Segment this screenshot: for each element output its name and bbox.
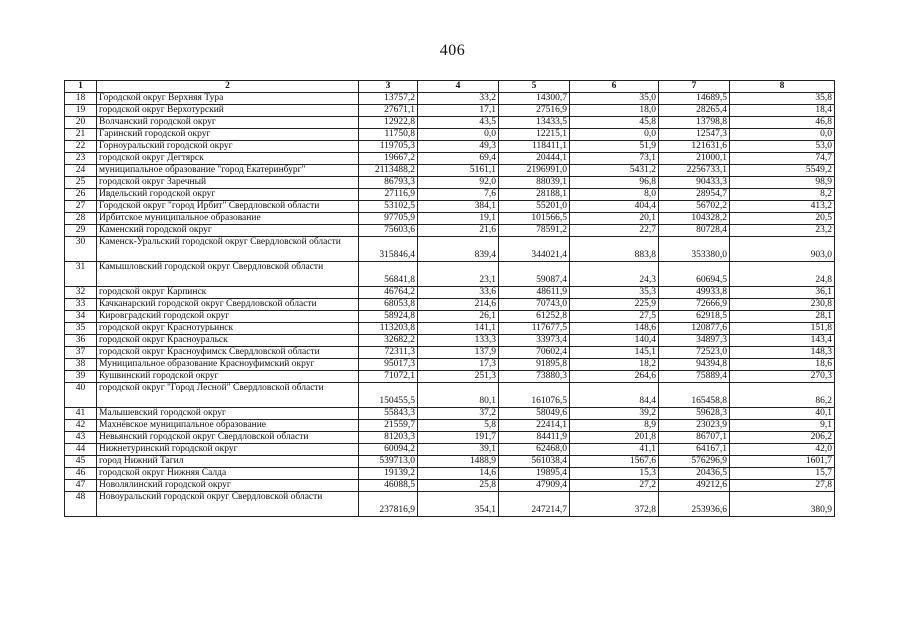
value-cell-col7: 28954,7 [659, 189, 730, 201]
value-cell-col3: 58924,8 [359, 311, 418, 323]
value-cell-col8: 24,8 [730, 262, 835, 287]
column-header: 4 [418, 81, 499, 93]
municipality-name-cell: Нижнетуринский городской округ [97, 444, 359, 456]
data-table [64, 80, 835, 517]
value-cell-col7: 72666,9 [659, 299, 730, 311]
value-cell-col6: 1567,6 [570, 456, 659, 468]
value-cell-col4: 384,1 [418, 201, 499, 213]
table-row [65, 371, 835, 383]
municipality-name-cell: городской округ Верхотурский [97, 105, 359, 117]
value-cell-col3: 2113488,2 [359, 165, 418, 177]
value-cell-col3: 12922,8 [359, 117, 418, 129]
value-cell-col6: 96,8 [570, 177, 659, 189]
row-number-cell: 45 [65, 456, 97, 468]
municipality-name-cell: Горноуральский городской округ [97, 141, 359, 153]
value-cell-col8: 53,0 [730, 141, 835, 153]
row-number-cell: 43 [65, 432, 97, 444]
value-cell-col8: 86,2 [730, 383, 835, 408]
value-cell-col5: 20444,1 [499, 153, 570, 165]
value-cell-col6: 18,2 [570, 359, 659, 371]
municipality-name-cell: городской округ Красноуральск [97, 335, 359, 347]
value-cell-col6: 84,4 [570, 383, 659, 408]
value-cell-col7: 72523,0 [659, 347, 730, 359]
table-row [65, 323, 835, 335]
value-cell-col8: 9,1 [730, 420, 835, 432]
value-cell-col5: 117677,5 [499, 323, 570, 335]
column-header: 7 [659, 81, 730, 93]
value-cell-col6: 225,9 [570, 299, 659, 311]
value-cell-col6: 35,3 [570, 287, 659, 299]
value-cell-col8: 8,2 [730, 189, 835, 201]
value-cell-col4: 80,1 [418, 383, 499, 408]
row-number-cell: 36 [65, 335, 97, 347]
value-cell-col6: 24,3 [570, 262, 659, 287]
value-cell-col3: 81203,3 [359, 432, 418, 444]
municipality-name-cell: Гаринский городской округ [97, 129, 359, 141]
value-cell-col5: 27516,9 [499, 105, 570, 117]
value-cell-col6: 148,6 [570, 323, 659, 335]
value-cell-col5: 88039,1 [499, 177, 570, 189]
value-cell-col4: 17,3 [418, 359, 499, 371]
value-cell-col4: 23,1 [418, 262, 499, 287]
value-cell-col3: 46764,2 [359, 287, 418, 299]
value-cell-col8: 380,9 [730, 492, 835, 517]
row-number-cell: 22 [65, 141, 97, 153]
row-number-cell: 35 [65, 323, 97, 335]
value-cell-col6: 0,0 [570, 129, 659, 141]
value-cell-col8: 27,8 [730, 480, 835, 492]
value-cell-col7: 60694,5 [659, 262, 730, 287]
value-cell-col4: 214,6 [418, 299, 499, 311]
value-cell-col7: 12547,3 [659, 129, 730, 141]
table-row [65, 105, 835, 117]
row-number-cell: 18 [65, 93, 97, 105]
table-row [65, 237, 835, 262]
value-cell-col7: 59628,3 [659, 408, 730, 420]
value-cell-col3: 56841,8 [359, 262, 418, 287]
value-cell-col7: 49212,6 [659, 480, 730, 492]
municipality-name-cell: городской округ Карпинск [97, 287, 359, 299]
table-row [65, 213, 835, 225]
table-row [65, 408, 835, 420]
value-cell-col4: 69,4 [418, 153, 499, 165]
value-cell-col5: 33973,4 [499, 335, 570, 347]
value-cell-col7: 86707,1 [659, 432, 730, 444]
value-cell-col6: 883,8 [570, 237, 659, 262]
column-header: 1 [65, 81, 97, 93]
table-row [65, 420, 835, 432]
value-cell-col4: 251,3 [418, 371, 499, 383]
row-number-cell: 32 [65, 287, 97, 299]
table-row [65, 153, 835, 165]
table-body [65, 81, 835, 517]
value-cell-col6: 145,1 [570, 347, 659, 359]
value-cell-col8: 20,5 [730, 213, 835, 225]
value-cell-col4: 21,6 [418, 225, 499, 237]
value-cell-col3: 19139,2 [359, 468, 418, 480]
value-cell-col4: 92,0 [418, 177, 499, 189]
table-row [65, 456, 835, 468]
value-cell-col8: 46,8 [730, 117, 835, 129]
value-cell-col5: 118411,1 [499, 141, 570, 153]
row-number-cell: 31 [65, 262, 97, 287]
municipality-name-cell: городской округ Красноуфимск Свердловской области [97, 347, 359, 359]
value-cell-col3: 55843,3 [359, 408, 418, 420]
row-number-cell: 27 [65, 201, 97, 213]
value-cell-col4: 14,6 [418, 468, 499, 480]
value-cell-col3: 75603,6 [359, 225, 418, 237]
table-row [65, 225, 835, 237]
row-number-cell: 21 [65, 129, 97, 141]
municipality-name-cell: Малышевский городской округ [97, 408, 359, 420]
value-cell-col7: 2256733,1 [659, 165, 730, 177]
value-cell-col6: 8,0 [570, 189, 659, 201]
value-cell-col3: 32682,2 [359, 335, 418, 347]
value-cell-col7: 28265,4 [659, 105, 730, 117]
municipality-name-cell: городской округ Краснотурьинск [97, 323, 359, 335]
table-row [65, 311, 835, 323]
value-cell-col6: 27,5 [570, 311, 659, 323]
value-cell-col7: 576296,9 [659, 456, 730, 468]
value-cell-col4: 191,7 [418, 432, 499, 444]
value-cell-col8: 18,6 [730, 359, 835, 371]
value-cell-col4: 5161,1 [418, 165, 499, 177]
table-row [65, 165, 835, 177]
value-cell-col4: 49,3 [418, 141, 499, 153]
value-cell-col7: 80728,4 [659, 225, 730, 237]
row-number-cell: 44 [65, 444, 97, 456]
row-number-cell: 48 [65, 492, 97, 517]
row-number-cell: 42 [65, 420, 97, 432]
value-cell-col8: 413,2 [730, 201, 835, 213]
table-row [65, 468, 835, 480]
municipality-name-cell: Камышловский городской округ Свердловской области [97, 262, 359, 287]
value-cell-col3: 119705,3 [359, 141, 418, 153]
value-cell-col8: 270,3 [730, 371, 835, 383]
column-header: 2 [97, 81, 359, 93]
value-cell-col4: 1488,9 [418, 456, 499, 468]
value-cell-col7: 34897,3 [659, 335, 730, 347]
value-cell-col6: 51,9 [570, 141, 659, 153]
value-cell-col5: 91895,8 [499, 359, 570, 371]
value-cell-col8: 74,7 [730, 153, 835, 165]
value-cell-col8: 35,8 [730, 93, 835, 105]
value-cell-col5: 47909,4 [499, 480, 570, 492]
row-number-cell: 37 [65, 347, 97, 359]
value-cell-col5: 58049,6 [499, 408, 570, 420]
municipality-name-cell: Ирбитское муниципальное образование [97, 213, 359, 225]
value-cell-col8: 1601,7 [730, 456, 835, 468]
value-cell-col4: 33,6 [418, 287, 499, 299]
value-cell-col4: 839,4 [418, 237, 499, 262]
municipality-name-cell: городской округ "Город Лесной" Свердловской области [97, 383, 359, 408]
value-cell-col4: 137,9 [418, 347, 499, 359]
value-cell-col5: 62468,0 [499, 444, 570, 456]
value-cell-col7: 20436,5 [659, 468, 730, 480]
value-cell-col7: 90433,3 [659, 177, 730, 189]
table-row [65, 492, 835, 517]
value-cell-col7: 120877,6 [659, 323, 730, 335]
value-cell-col5: 73880,3 [499, 371, 570, 383]
value-cell-col3: 71072,1 [359, 371, 418, 383]
row-number-cell: 25 [65, 177, 97, 189]
table-row [65, 383, 835, 408]
value-cell-col5: 161076,5 [499, 383, 570, 408]
value-cell-col4: 5,8 [418, 420, 499, 432]
value-cell-col8: 18,4 [730, 105, 835, 117]
table-row [65, 287, 835, 299]
value-cell-col8: 143,4 [730, 335, 835, 347]
value-cell-col4: 354,1 [418, 492, 499, 517]
value-cell-col3: 97705,9 [359, 213, 418, 225]
value-cell-col4: 19,1 [418, 213, 499, 225]
value-cell-col3: 53102,5 [359, 201, 418, 213]
value-cell-col7: 23023,9 [659, 420, 730, 432]
value-cell-col6: 404,4 [570, 201, 659, 213]
value-cell-col6: 8,9 [570, 420, 659, 432]
value-cell-col5: 247214,7 [499, 492, 570, 517]
value-cell-col4: 141,1 [418, 323, 499, 335]
value-cell-col6: 41,1 [570, 444, 659, 456]
value-cell-col5: 78591,2 [499, 225, 570, 237]
municipality-name-cell: Качканарский городской округ Свердловской области [97, 299, 359, 311]
value-cell-col3: 46088,5 [359, 480, 418, 492]
value-cell-col6: 35,0 [570, 93, 659, 105]
row-number-cell: 24 [65, 165, 97, 177]
value-cell-col3: 315846,4 [359, 237, 418, 262]
value-cell-col4: 43,5 [418, 117, 499, 129]
table-row [65, 444, 835, 456]
row-number-cell: 33 [65, 299, 97, 311]
value-cell-col5: 2196991,0 [499, 165, 570, 177]
value-cell-col8: 0,0 [730, 129, 835, 141]
value-cell-col4: 37,2 [418, 408, 499, 420]
value-cell-col4: 0,0 [418, 129, 499, 141]
row-number-cell: 40 [65, 383, 97, 408]
value-cell-col6: 45,8 [570, 117, 659, 129]
value-cell-col3: 11750,8 [359, 129, 418, 141]
municipality-name-cell: Кировградский городской округ [97, 311, 359, 323]
value-cell-col3: 539713,0 [359, 456, 418, 468]
value-cell-col4: 7,6 [418, 189, 499, 201]
column-header: 8 [730, 81, 835, 93]
value-cell-col7: 94394,8 [659, 359, 730, 371]
municipality-name-cell: Кушвинский городской округ [97, 371, 359, 383]
value-cell-col3: 68053,8 [359, 299, 418, 311]
value-cell-col5: 55201,0 [499, 201, 570, 213]
value-cell-col5: 48611,9 [499, 287, 570, 299]
column-header: 5 [499, 81, 570, 93]
value-cell-col8: 151,8 [730, 323, 835, 335]
value-cell-col6: 264,6 [570, 371, 659, 383]
row-number-cell: 20 [65, 117, 97, 129]
row-number-cell: 29 [65, 225, 97, 237]
value-cell-col5: 28188,1 [499, 189, 570, 201]
table-row [65, 335, 835, 347]
table-row [65, 93, 835, 105]
value-cell-col7: 253936,6 [659, 492, 730, 517]
value-cell-col3: 27116,9 [359, 189, 418, 201]
municipality-name-cell: Городской округ Верхняя Тура [97, 93, 359, 105]
value-cell-col3: 72311,3 [359, 347, 418, 359]
value-cell-col7: 353380,0 [659, 237, 730, 262]
value-cell-col8: 36,1 [730, 287, 835, 299]
value-cell-col6: 5431,2 [570, 165, 659, 177]
value-cell-col6: 201,8 [570, 432, 659, 444]
value-cell-col7: 64167,1 [659, 444, 730, 456]
value-cell-col8: 148,3 [730, 347, 835, 359]
value-cell-col7: 49933,8 [659, 287, 730, 299]
value-cell-col4: 17,1 [418, 105, 499, 117]
value-cell-col8: 40,1 [730, 408, 835, 420]
value-cell-col3: 95017,3 [359, 359, 418, 371]
value-cell-col7: 14689,5 [659, 93, 730, 105]
value-cell-col4: 33,2 [418, 93, 499, 105]
municipality-name-cell: Махнёвское муниципальное образование [97, 420, 359, 432]
value-cell-col3: 27671,1 [359, 105, 418, 117]
row-number-cell: 19 [65, 105, 97, 117]
municipality-name-cell: Невьянский городской округ Свердловской области [97, 432, 359, 444]
row-number-cell: 34 [65, 311, 97, 323]
value-cell-col7: 13798,8 [659, 117, 730, 129]
value-cell-col5: 70743,0 [499, 299, 570, 311]
value-cell-col5: 22414,1 [499, 420, 570, 432]
value-cell-col7: 62918,5 [659, 311, 730, 323]
value-cell-col5: 59087,4 [499, 262, 570, 287]
row-number-cell: 23 [65, 153, 97, 165]
value-cell-col6: 27,2 [570, 480, 659, 492]
table-row [65, 480, 835, 492]
table-row [65, 117, 835, 129]
row-number-cell: 41 [65, 408, 97, 420]
value-cell-col5: 84411,9 [499, 432, 570, 444]
row-number-cell: 26 [65, 189, 97, 201]
value-cell-col8: 23,2 [730, 225, 835, 237]
row-number-cell: 28 [65, 213, 97, 225]
value-cell-col3: 150455,5 [359, 383, 418, 408]
value-cell-col6: 73,1 [570, 153, 659, 165]
page-number: 406 [439, 42, 466, 59]
value-cell-col3: 86793,3 [359, 177, 418, 189]
value-cell-col8: 230,8 [730, 299, 835, 311]
municipality-name-cell: Волчанский городской округ [97, 117, 359, 129]
table-row [65, 189, 835, 201]
value-cell-col5: 561038,4 [499, 456, 570, 468]
row-number-cell: 46 [65, 468, 97, 480]
value-cell-col5: 14300,7 [499, 93, 570, 105]
municipality-name-cell: городской округ Заречный [97, 177, 359, 189]
table-row [65, 129, 835, 141]
value-cell-col5: 101566,5 [499, 213, 570, 225]
column-header: 6 [570, 81, 659, 93]
value-cell-col4: 39,1 [418, 444, 499, 456]
value-cell-col4: 25,8 [418, 480, 499, 492]
value-cell-col6: 15,3 [570, 468, 659, 480]
value-cell-col6: 20,1 [570, 213, 659, 225]
row-number-cell: 47 [65, 480, 97, 492]
value-cell-col3: 113203,8 [359, 323, 418, 335]
table-row [65, 177, 835, 189]
row-number-cell: 38 [65, 359, 97, 371]
value-cell-col4: 26,1 [418, 311, 499, 323]
municipality-name-cell: Муниципальное образование Красноуфимский округ [97, 359, 359, 371]
table-row [65, 141, 835, 153]
value-cell-col5: 13433,5 [499, 117, 570, 129]
value-cell-col3: 19667,2 [359, 153, 418, 165]
municipality-name-cell: городской округ Дегтярск [97, 153, 359, 165]
value-cell-col3: 60094,2 [359, 444, 418, 456]
value-cell-col8: 28,1 [730, 311, 835, 323]
column-header: 3 [359, 81, 418, 93]
value-cell-col6: 22,7 [570, 225, 659, 237]
value-cell-col5: 12215,1 [499, 129, 570, 141]
table-row [65, 299, 835, 311]
municipality-name-cell: Новолялинский городской округ [97, 480, 359, 492]
value-cell-col7: 104328,2 [659, 213, 730, 225]
value-cell-col7: 121631,6 [659, 141, 730, 153]
table-row [65, 347, 835, 359]
municipality-name-cell: городской округ Нижняя Салда [97, 468, 359, 480]
table-row [65, 359, 835, 371]
table-row [65, 432, 835, 444]
value-cell-col3: 237816,9 [359, 492, 418, 517]
value-cell-col5: 61252,8 [499, 311, 570, 323]
value-cell-col7: 21000,1 [659, 153, 730, 165]
municipality-name-cell: город Нижний Тагил [97, 456, 359, 468]
value-cell-col8: 42,0 [730, 444, 835, 456]
value-cell-col5: 70602,4 [499, 347, 570, 359]
value-cell-col6: 39,2 [570, 408, 659, 420]
row-number-cell: 30 [65, 237, 97, 262]
value-cell-col6: 140,4 [570, 335, 659, 347]
municipality-name-cell: Ивдельский городской округ [97, 189, 359, 201]
value-cell-col6: 18,0 [570, 105, 659, 117]
value-cell-col7: 75889,4 [659, 371, 730, 383]
value-cell-col4: 133,3 [418, 335, 499, 347]
municipality-name-cell: Каменский городской округ [97, 225, 359, 237]
municipality-name-cell: Новоуральский городской округ Свердловской области [97, 492, 359, 517]
value-cell-col8: 903,0 [730, 237, 835, 262]
municipality-name-cell: муниципальное образование "город Екатеринбург" [97, 165, 359, 177]
value-cell-col8: 5549,2 [730, 165, 835, 177]
value-cell-col7: 56702,2 [659, 201, 730, 213]
value-cell-col6: 372,8 [570, 492, 659, 517]
value-cell-col8: 206,2 [730, 432, 835, 444]
table-row [65, 201, 835, 213]
value-cell-col5: 19895,4 [499, 468, 570, 480]
row-number-cell: 39 [65, 371, 97, 383]
value-cell-col5: 344021,4 [499, 237, 570, 262]
value-cell-col8: 98,9 [730, 177, 835, 189]
value-cell-col7: 165458,8 [659, 383, 730, 408]
municipality-name-cell: Каменск-Уральский городской округ Свердловской области [97, 237, 359, 262]
value-cell-col3: 13757,2 [359, 93, 418, 105]
table-row [65, 262, 835, 287]
table-header-row [65, 81, 835, 93]
value-cell-col8: 15,7 [730, 468, 835, 480]
municipality-name-cell: Городской округ "город Ирбит" Свердловской области [97, 201, 359, 213]
value-cell-col3: 21559,7 [359, 420, 418, 432]
